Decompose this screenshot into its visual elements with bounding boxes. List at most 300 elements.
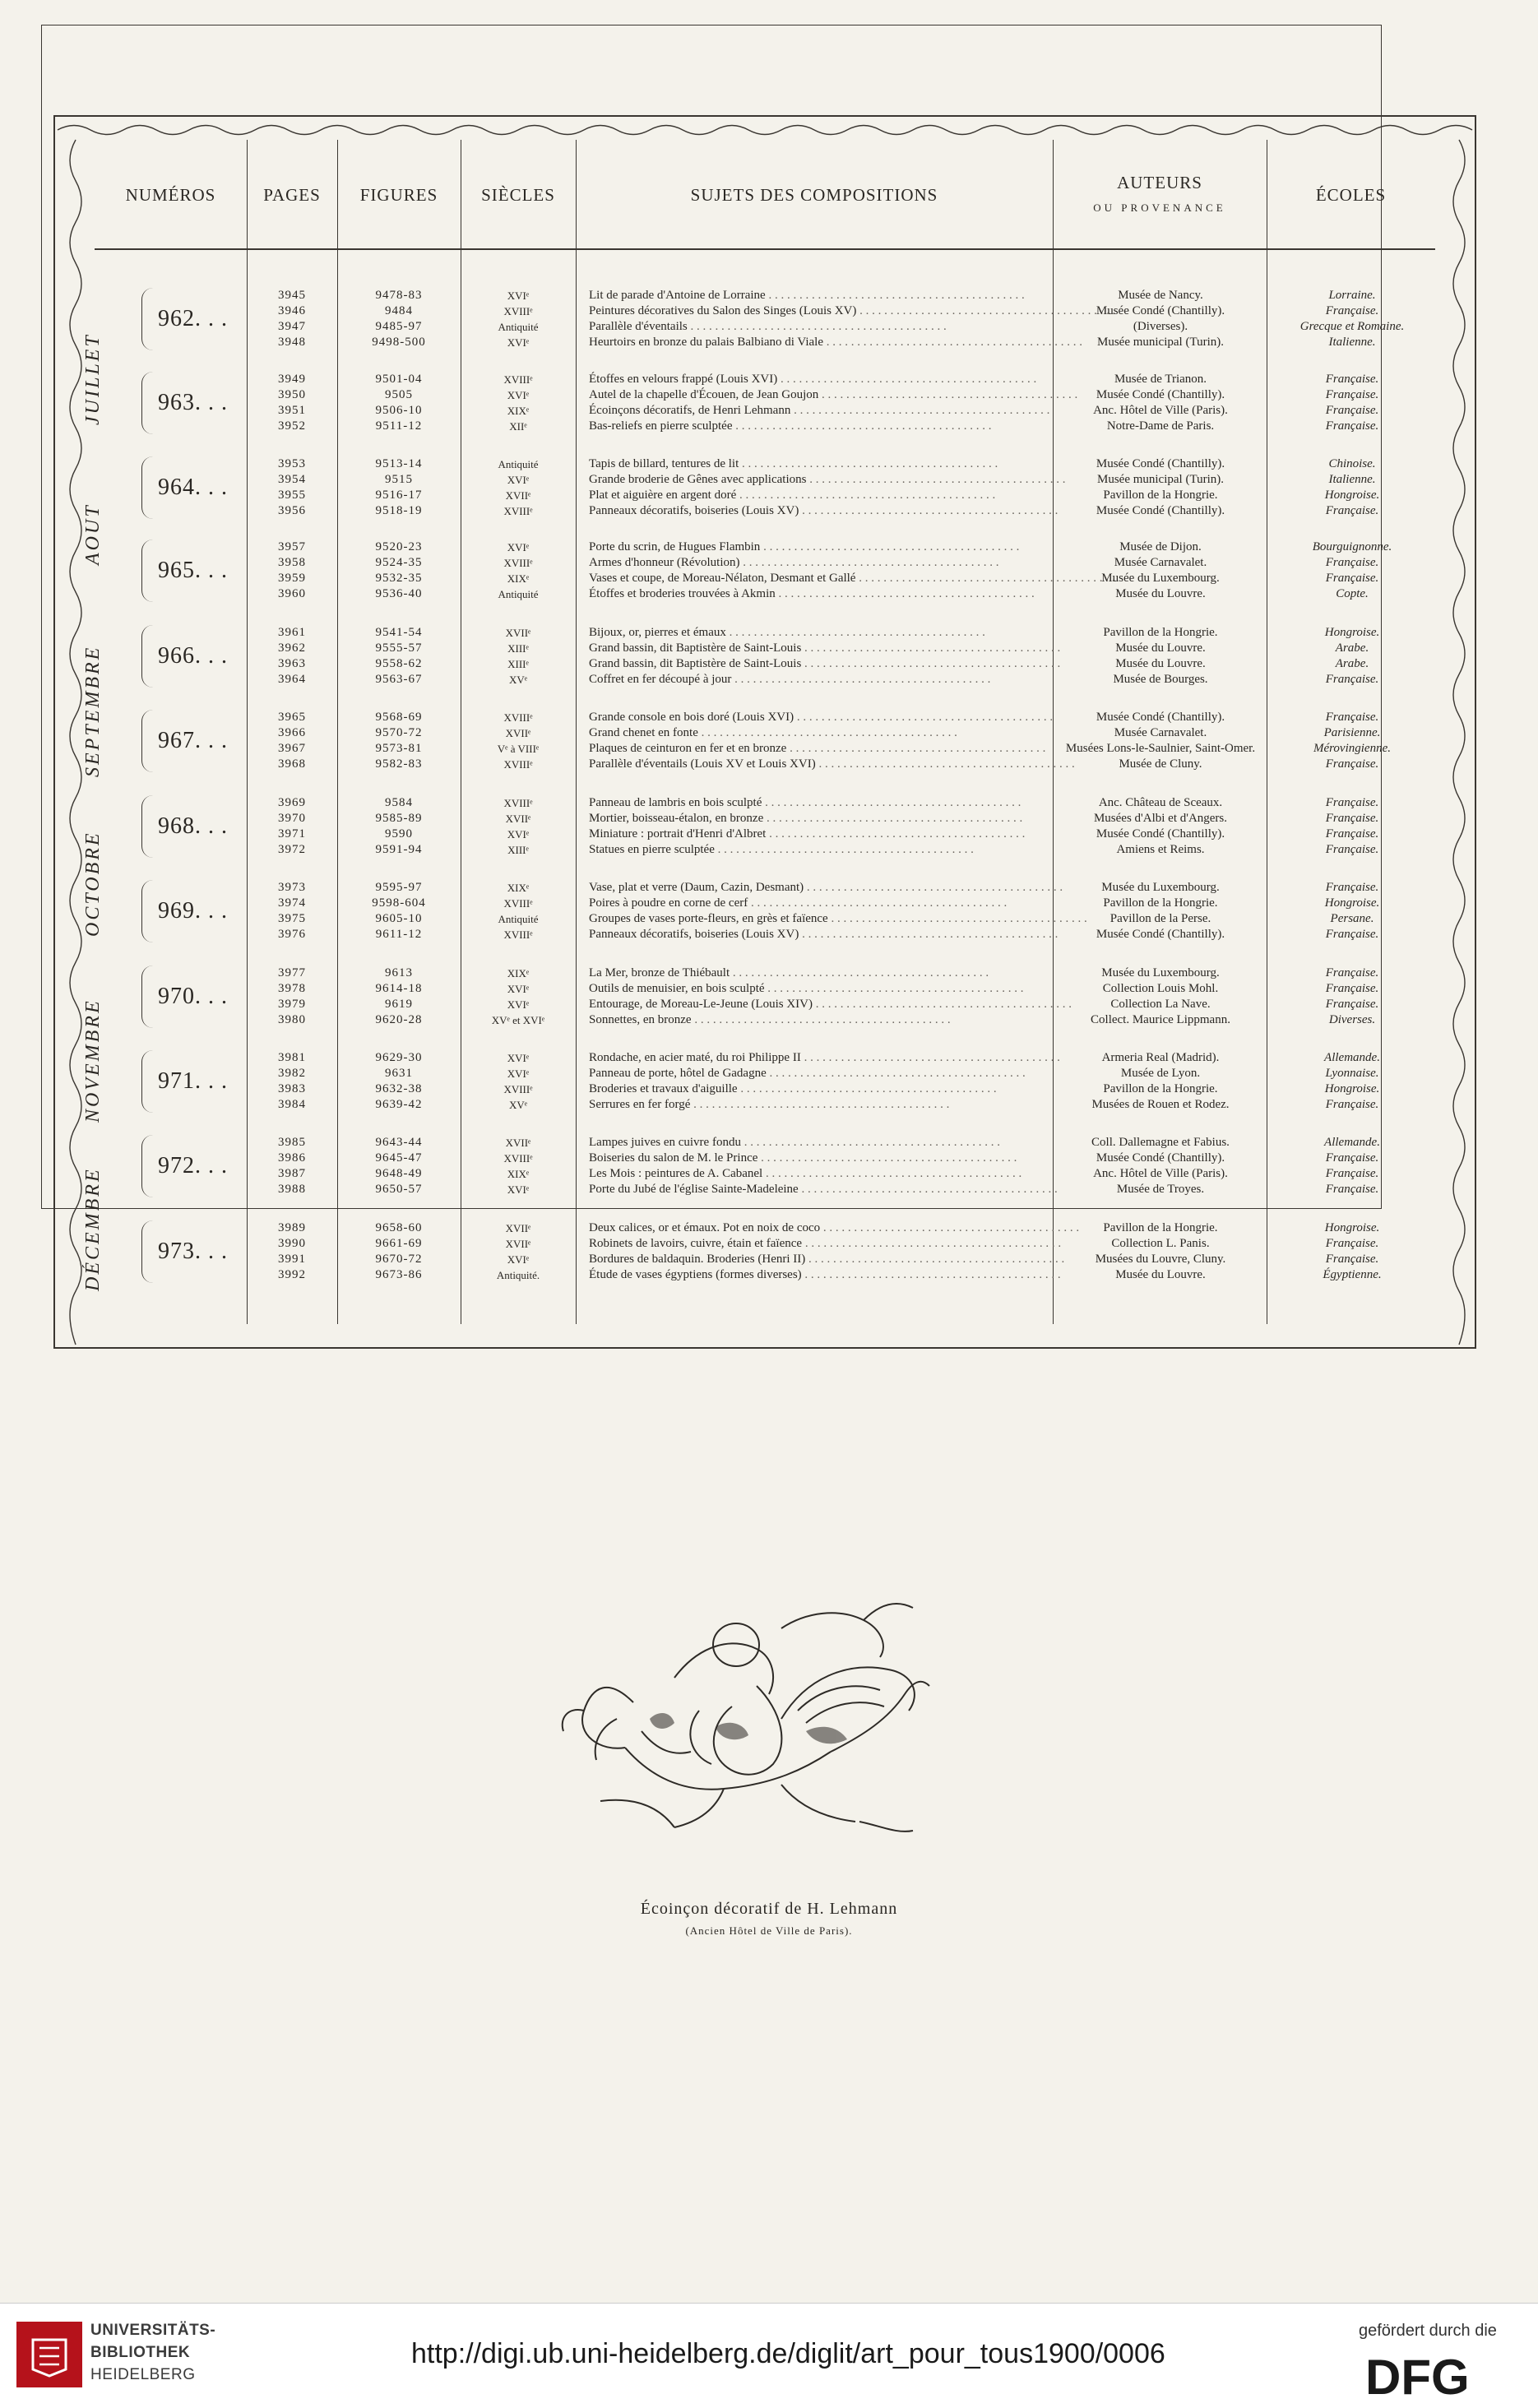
cell-siecle: XVIIIᵉ <box>503 505 533 517</box>
cell-figures: 9639-42 <box>375 1098 423 1111</box>
cell-sujet-text: Les Mois : peintures de A. Cabanel <box>589 1167 763 1180</box>
cell-sujet-text: Lampes juives en cuivre fondu <box>589 1136 741 1149</box>
month-label: AOUT <box>82 503 104 566</box>
library-name-line3: HEIDELBERG <box>90 2366 196 2383</box>
cell-siecle: Antiquité. <box>496 1269 540 1281</box>
cell-ecole: Grecque et Romaine. <box>1299 320 1405 333</box>
header-rule <box>247 248 1435 250</box>
table-row <box>0 503 1538 519</box>
cell-auteur: Pavillon de la Perse. <box>1109 912 1211 925</box>
cell-siecle: XVIᵉ <box>507 1052 530 1064</box>
cell-auteur: Musée de Troyes. <box>1116 1183 1205 1196</box>
leader-dots: . . . . . . . . . . . . . . . . . . . . . . . . . . . . . . . . . . . . . . . . . . <box>805 1253 1065 1266</box>
cell-figures: 9658-60 <box>375 1221 423 1234</box>
cell-auteur: Musée Condé (Chantilly). <box>1096 711 1225 724</box>
cell-figures: 9670-72 <box>375 1253 423 1266</box>
table-row <box>0 656 1538 672</box>
cell-page: 3963 <box>278 657 306 670</box>
table-row <box>0 571 1538 586</box>
cell-auteur: Musée du Luxembourg. <box>1101 572 1220 585</box>
leader-dots: . . . . . . . . . . . . . . . . . . . . . . . . . . . . . . . . . . . . . . . . . . <box>748 896 1008 910</box>
university-seal-icon <box>16 2322 82 2387</box>
cell-page: 3951 <box>278 404 306 417</box>
cell-page: 3953 <box>278 457 306 470</box>
group-number: 973. . . <box>158 1239 228 1264</box>
table-row <box>0 842 1538 858</box>
cell-page: 3955 <box>278 489 306 502</box>
table-row <box>0 555 1538 571</box>
cell-figures: 9643-44 <box>375 1136 423 1149</box>
cell-auteur: Musée Condé (Chantilly). <box>1096 928 1225 941</box>
cell-sujet <box>589 555 1054 571</box>
cell-sujet <box>589 503 1059 519</box>
header-ecoles: ÉCOLES <box>1315 185 1387 205</box>
cell-figures: 9513-14 <box>375 457 423 470</box>
leader-dots: . . . . . . . . . . . . . . . . . . . . . . . . . . . . . . . . . . . . . . . . . . <box>762 1167 1022 1180</box>
cell-siecle: XIXᵉ <box>507 1168 530 1180</box>
library-name-line2: BIBLIOTHEK <box>90 2344 191 2361</box>
cell-sujet <box>589 757 1075 772</box>
leader-dots: . . . . . . . . . . . . . . . . . . . . . . . . . . . . . . . . . . . . . . . . . . <box>815 757 1075 771</box>
cell-page: 3969 <box>278 796 306 809</box>
cell-auteur: Anc. Hôtel de Ville (Paris). <box>1093 1167 1228 1180</box>
cell-page: 3980 <box>278 1013 306 1026</box>
cell-sujet-text: Grande broderie de Gênes avec applications <box>589 473 807 486</box>
cell-sujet-text: Vase, plat et verre (Daum, Cazin, Desmant) <box>589 881 804 894</box>
cell-auteur: Anc. Château de Sceaux. <box>1098 796 1223 809</box>
cell-figures: 9585-89 <box>375 812 423 825</box>
cell-ecole: Allemande. <box>1324 1136 1380 1149</box>
cell-siecle: XVIᵉ <box>507 541 530 553</box>
cell-sujet-text: Panneau de lambris en bois sculpté <box>589 796 762 809</box>
cell-page: 3971 <box>278 827 306 840</box>
cell-siecle: XVIᵉ <box>507 474 530 486</box>
cell-ecole: Arabe. <box>1335 657 1369 670</box>
cell-figures: 9598-604 <box>372 896 426 910</box>
table-row <box>0 795 1538 811</box>
cell-auteur: Musée Condé (Chantilly). <box>1096 304 1225 317</box>
leader-dots: . . . . . . . . . . . . . . . . . . . . . . . . . . . . . . . . . . . . . . . . . . <box>730 966 989 979</box>
cell-auteur: Collect. Maurice Lippmann. <box>1091 1013 1230 1026</box>
cell-sujet <box>589 1050 1060 1066</box>
cell-page: 3978 <box>278 982 306 995</box>
cell-ecole: Persane. <box>1330 912 1374 925</box>
cell-siecle: XVIIIᵉ <box>503 305 533 317</box>
cell-ecole: Allemande. <box>1324 1051 1380 1064</box>
illustration-caption: Écoinçon décoratif de H. Lehmann <box>640 1900 898 1918</box>
cell-auteur: Pavillon de la Hongrie. <box>1103 626 1218 639</box>
header-numeros: NUMÉROS <box>125 185 216 205</box>
cell-ecole: Bourguignonne. <box>1312 540 1392 553</box>
cell-siecle: XVIIᵉ <box>505 1137 531 1149</box>
table-row <box>0 981 1538 997</box>
cell-figures: 9629-30 <box>375 1051 423 1064</box>
cell-page: 3968 <box>278 757 306 771</box>
group-number: 965. . . <box>158 558 228 583</box>
cell-auteur: Musées du Louvre, Cluny. <box>1095 1253 1226 1266</box>
leader-dots: . . . . . . . . . . . . . . . . . . . . . . . . . . . . . . . . . . . . . . . . . . <box>800 1051 1060 1064</box>
cell-sujet-text: Coffret en fer découpé à jour <box>589 673 732 686</box>
cell-siecle: XIXᵉ <box>507 882 530 894</box>
header-provenance: OU PROVENANCE <box>1093 201 1226 214</box>
cell-sujet-text: Statues en pierre sculptée <box>589 843 715 856</box>
cell-sujet-text: Miniature : portrait d'Henri d'Albret <box>589 827 767 840</box>
cell-page: 3961 <box>278 626 306 639</box>
cell-sujet <box>589 656 1061 672</box>
cell-ecole: Égyptienne. <box>1323 1268 1382 1281</box>
table-row <box>0 625 1538 641</box>
cell-siecle: Antiquité <box>498 458 539 470</box>
dfg-logo-text: DFG <box>1365 2350 1470 2405</box>
cell-figures: 9555-57 <box>375 641 423 655</box>
cell-sujet-text: Panneaux décoratifs, boiseries (Louis XV) <box>589 928 799 941</box>
table-row <box>0 741 1538 757</box>
leader-dots: . . . . . . . . . . . . . . . . . . . . . . . . . . . . . . . . . . . . . . . . . . <box>801 641 1061 655</box>
cell-auteur: Musée de Bourges. <box>1113 673 1208 686</box>
cell-ecole: Italienne. <box>1328 473 1376 486</box>
table-row <box>0 456 1538 472</box>
leader-dots: . . . . . . . . . . . . . . . . . . . . . . . . . . . . . . . . . . . . . . . . . . <box>786 742 1046 755</box>
cell-sujet <box>589 1182 1058 1197</box>
cell-page: 3967 <box>278 742 306 755</box>
cell-siecle: XVIIIᵉ <box>503 1083 533 1095</box>
cell-ecole: Française. <box>1325 812 1379 825</box>
cell-auteur: Musée de Lyon. <box>1120 1067 1201 1080</box>
cell-siecle: XVIIᵉ <box>505 1222 531 1234</box>
cell-auteur: Musées de Rouen et Rodez. <box>1091 1098 1230 1111</box>
cell-sujet <box>589 997 1072 1012</box>
cell-figures: 9505 <box>385 388 413 401</box>
cell-sujet-text: Armes d'honneur (Révolution) <box>589 556 740 569</box>
cell-ecole: Française. <box>1325 556 1379 569</box>
cell-auteur: Notre-Dame de Paris. <box>1106 419 1215 433</box>
cell-page: 3972 <box>278 843 306 856</box>
cell-sujet <box>589 1252 1065 1267</box>
cell-sujet-text: Heurtoirs en bronze du palais Balbiano di Viale <box>589 336 823 349</box>
cell-ecole: Française. <box>1325 843 1379 856</box>
cell-siecle: XVIᵉ <box>507 998 530 1011</box>
cell-ecole: Hongroise. <box>1324 1221 1380 1234</box>
cell-page: 3988 <box>278 1183 306 1196</box>
cell-figures: 9645-47 <box>375 1151 423 1165</box>
leader-dots: . . . . . . . . . . . . . . . . . . . . . . . . . . . . . . . . . . . . . . . . . . <box>764 982 1024 995</box>
table-row <box>0 1081 1538 1097</box>
cell-page: 3977 <box>278 966 306 979</box>
cell-sujet-text: Bas-reliefs en pierre sculptée <box>589 419 733 433</box>
leader-dots: . . . . . . . . . . . . . . . . . . . . . . . . . . . . . . . . . . . . . . . . . . <box>775 587 1035 600</box>
cell-sujet <box>589 827 1054 842</box>
table-row <box>0 641 1538 656</box>
illustration-caption-source: (Ancien Hôtel de Ville de Paris). <box>685 1924 853 1937</box>
cell-ecole: Française. <box>1325 881 1379 894</box>
cell-figures: 9524-35 <box>375 556 423 569</box>
group-number: 967. . . <box>158 728 228 753</box>
cell-figures: 9590 <box>385 827 413 840</box>
cell-ecole: Arabe. <box>1335 641 1369 655</box>
cell-siecle: XVIᵉ <box>507 828 530 840</box>
cell-page: 3949 <box>278 373 306 386</box>
table-row <box>0 1166 1538 1182</box>
cell-sujet <box>589 625 1054 641</box>
cell-sujet-text: Tapis de billard, tentures de lit <box>589 457 739 470</box>
cell-ecole: Française. <box>1325 796 1379 809</box>
table-row <box>0 335 1538 350</box>
cell-auteur: Musée du Louvre. <box>1115 587 1206 600</box>
cell-auteur: Anc. Hôtel de Ville (Paris). <box>1093 404 1228 417</box>
cell-figures: 9541-54 <box>375 626 423 639</box>
cell-ecole: Hongroise. <box>1324 1082 1380 1095</box>
cell-auteur: Musée du Louvre. <box>1115 641 1206 655</box>
cell-figures: 9506-10 <box>375 404 423 417</box>
cell-sujet-text: La Mer, bronze de Thiébault <box>589 966 730 979</box>
cell-ecole: Française. <box>1325 1167 1379 1180</box>
cell-figures: 9631 <box>385 1067 413 1080</box>
leader-dots: . . . . . . . . . . . . . . . . . . . . . . . . . . . . . . . . . . . . . . . . . . <box>740 1136 1000 1149</box>
cell-auteur: Collection L. Panis. <box>1111 1237 1210 1250</box>
table-row <box>0 1066 1538 1081</box>
cell-auteur: Coll. Dallemagne et Fabius. <box>1091 1136 1230 1149</box>
cell-sujet <box>589 1166 1054 1182</box>
table-row <box>0 1012 1538 1028</box>
cell-ecole: Copte. <box>1336 587 1369 600</box>
cell-figures: 9478-83 <box>375 289 423 302</box>
cell-sujet <box>589 335 1082 350</box>
cell-ecole: Hongroise. <box>1324 896 1380 910</box>
leader-dots: . . . . . . . . . . . . . . . . . . . . . . . . . . . . . . . . . . . . . . . . . . <box>697 726 957 739</box>
cell-sujet-text: Peintures décoratives du Salon des Singes (Louis XV) <box>589 304 857 317</box>
cell-page: 3960 <box>278 587 306 600</box>
table-row <box>0 1236 1538 1252</box>
cell-ecole: Française. <box>1325 928 1379 941</box>
leader-dots: . . . . . . . . . . . . . . . . . . . . . . . . . . . . . . . . . . . . . . . . . . <box>725 626 985 639</box>
cell-sujet <box>589 795 1054 811</box>
cell-auteur: Collection Louis Mohl. <box>1102 982 1219 995</box>
cell-auteur: (Diverses). <box>1133 320 1188 333</box>
cell-sujet <box>589 710 1054 725</box>
leader-dots: . . . . . . . . . . . . . . . . . . . . . . . . . . . . . . . . . . . . . . . . . . <box>856 304 1116 317</box>
table-row <box>0 757 1538 772</box>
leader-dots: . . . . . . . . . . . . . . . . . . . . . . . . . . . . . . . . . . . . . . . . . . <box>731 673 991 686</box>
cell-siecle: XVIIᵉ <box>505 813 531 825</box>
cell-siecle: XVIIᵉ <box>505 1238 531 1250</box>
cell-figures: 9620-28 <box>375 1013 423 1026</box>
cell-sujet <box>589 1097 1054 1113</box>
table-header <box>95 140 1435 251</box>
cell-page: 3982 <box>278 1067 306 1080</box>
cell-sujet <box>589 811 1054 827</box>
cell-ecole: Française. <box>1325 388 1379 401</box>
cell-auteur: Musée de Trianon. <box>1114 373 1207 386</box>
cell-figures: 9584 <box>385 796 413 809</box>
leader-dots: . . . . . . . . . . . . . . . . . . . . . . . . . . . . . . . . . . . . . . . . . . <box>691 1013 951 1026</box>
table-row <box>0 472 1538 488</box>
cell-sujet <box>589 842 1054 858</box>
cell-sujet-text: Parallèle d'éventails (Louis XV et Louis XVI) <box>589 757 816 771</box>
cell-ecole: Française. <box>1325 572 1379 585</box>
cell-sujet-text: Broderies et travaux d'aiguille <box>589 1082 738 1095</box>
cell-sujet <box>589 456 1054 472</box>
cell-page: 3959 <box>278 572 306 585</box>
cell-auteur: Musée Condé (Chantilly). <box>1096 1151 1225 1165</box>
cell-page: 3970 <box>278 812 306 825</box>
cell-sujet-text: Porte du scrin, de Hugues Flambin <box>589 540 761 553</box>
cell-sujet-text: Écoinçons décoratifs, de Henri Lehmann <box>589 404 791 417</box>
table-row <box>0 1151 1538 1166</box>
leader-dots: . . . . . . . . . . . . . . . . . . . . . . . . . . . . . . . . . . . . . . . . . . <box>855 572 1115 585</box>
cell-sujet <box>589 725 1054 741</box>
group-number: 969. . . <box>158 898 228 924</box>
table-row <box>0 1135 1538 1151</box>
cell-page: 3985 <box>278 1136 306 1149</box>
cell-sujet-text: Panneaux décoratifs, boiseries (Louis XV) <box>589 504 799 517</box>
cell-sujet-text: Étoffes en velours frappé (Louis XVI) <box>589 373 778 386</box>
cell-siecle: XIIᵉ <box>509 420 527 433</box>
cell-siecle: XVIIᵉ <box>505 627 531 639</box>
cell-ecole: Lyonnaise. <box>1325 1067 1379 1080</box>
cell-page: 3987 <box>278 1167 306 1180</box>
table-row <box>0 372 1538 387</box>
group-number: 970. . . <box>158 984 228 1009</box>
leader-dots: . . . . . . . . . . . . . . . . . . . . . . . . . . . . . . . . . . . . . . . . . . <box>812 998 1072 1011</box>
cell-siecle: XVIIIᵉ <box>503 373 533 386</box>
cell-sujet <box>589 571 1115 586</box>
cell-sujet-text: Groupes de vases porte-fleurs, en grès et faïence <box>589 912 828 925</box>
group-number: 971. . . <box>158 1068 228 1094</box>
cell-siecle: XVIIIᵉ <box>503 711 533 724</box>
cell-ecole: Française. <box>1325 304 1379 317</box>
cell-ecole: Mérovingienne. <box>1313 742 1391 755</box>
cell-auteur: Musée du Louvre. <box>1115 657 1206 670</box>
cell-sujet <box>589 911 1087 927</box>
leader-dots: . . . . . . . . . . . . . . . . . . . . . . . . . . . . . . . . . . . . . . . . . . <box>739 556 999 569</box>
cell-page: 3957 <box>278 540 306 553</box>
cell-page: 3986 <box>278 1151 306 1165</box>
cell-ecole: Française. <box>1325 982 1379 995</box>
cell-sujet <box>589 981 1054 997</box>
cell-sujet <box>589 303 1116 319</box>
cell-page: 3945 <box>278 289 306 302</box>
leader-dots: . . . . . . . . . . . . . . . . . . . . . . . . . . . . . . . . . . . . . . . . . . <box>762 796 1021 809</box>
leader-dots: . . . . . . . . . . . . . . . . . . . . . . . . . . . . . . . . . . . . . . . . . . <box>794 711 1054 724</box>
cell-figures: 9515 <box>385 473 413 486</box>
leader-dots: . . . . . . . . . . . . . . . . . . . . . . . . . . . . . . . . . . . . . . . . . . <box>760 540 1020 553</box>
cell-page: 3966 <box>278 726 306 739</box>
leader-dots: . . . . . . . . . . . . . . . . . . . . . . . . . . . . . . . . . . . . . . . . . . <box>818 388 1078 401</box>
cell-sujet-text: Grand bassin, dit Baptistère de Saint-Louis <box>589 641 802 655</box>
month-label: SEPTEMBRE <box>82 645 104 778</box>
cell-ecole: Hongroise. <box>1324 626 1380 639</box>
cell-page: 3954 <box>278 473 306 486</box>
cell-page: 3991 <box>278 1253 306 1266</box>
cell-sujet <box>589 641 1061 656</box>
cell-auteur: Pavillon de la Hongrie. <box>1103 489 1218 502</box>
cell-page: 3956 <box>278 504 306 517</box>
cell-auteur: Musée Condé (Chantilly). <box>1096 504 1225 517</box>
header-sujets: SUJETS DES COMPOSITIONS <box>690 185 938 205</box>
cell-siecle: Vᵉ à VIIIᵉ <box>497 743 540 755</box>
cell-sujet-text: Bijoux, or, pierres et émaux <box>589 626 726 639</box>
cell-sujet <box>589 419 1054 434</box>
cell-sujet <box>589 387 1078 403</box>
cell-figures: 9484 <box>385 304 413 317</box>
cell-sujet <box>589 586 1054 602</box>
cell-sujet-text: Plaques de ceinturon en fer et en bronze <box>589 742 787 755</box>
table-row <box>0 811 1538 827</box>
cell-figures: 9570-72 <box>375 726 423 739</box>
cell-sujet-text: Boiseries du salon de M. le Prince <box>589 1151 758 1165</box>
cell-sujet-text: Sonnettes, en bronze <box>589 1013 692 1026</box>
leader-dots: . . . . . . . . . . . . . . . . . . . . . . . . . . . . . . . . . . . . . . . . . . <box>802 1237 1062 1250</box>
cell-siecle: Antiquité <box>498 913 539 925</box>
cell-figures: 9573-81 <box>375 742 423 755</box>
leader-dots: . . . . . . . . . . . . . . . . . . . . . . . . . . . . . . . . . . . . . . . . . . <box>799 928 1059 941</box>
leader-dots: . . . . . . . . . . . . . . . . . . . . . . . . . . . . . . . . . . . . . . . . . . <box>757 1151 1017 1165</box>
leader-dots: . . . . . . . . . . . . . . . . . . . . . . . . . . . . . . . . . . . . . . . . . . <box>806 473 1066 486</box>
cell-sujet-text: Rondache, en acier maté, du roi Philippe II <box>589 1051 801 1064</box>
cell-ecole: Française. <box>1325 404 1379 417</box>
cell-ecole: Française. <box>1325 1237 1379 1250</box>
cell-page: 3974 <box>278 896 306 910</box>
cell-ecole: Italienne. <box>1328 336 1376 349</box>
cell-ecole: Française. <box>1325 998 1379 1011</box>
cell-sujet-text: Étoffes et broderies trouvées à Akmin <box>589 587 776 600</box>
cell-figures: 9563-67 <box>375 673 423 686</box>
leader-dots: . . . . . . . . . . . . . . . . . . . . . . . . . . . . . . . . . . . . . . . . . . <box>790 404 1050 417</box>
leader-dots: . . . . . . . . . . . . . . . . . . . . . . . . . . . . . . . . . . . . . . . . . . <box>799 504 1059 517</box>
cell-siecle: XVIᵉ <box>507 1253 530 1266</box>
cell-page: 3964 <box>278 673 306 686</box>
cell-sujet <box>589 1267 1061 1283</box>
cell-siecle: XVIIIᵉ <box>503 897 533 910</box>
cell-auteur: Musée Condé (Chantilly). <box>1096 457 1225 470</box>
cell-siecle: XIIIᵉ <box>507 844 529 856</box>
cell-siecle: Antiquité <box>498 321 539 333</box>
cell-ecole: Française. <box>1325 966 1379 979</box>
permalink-url[interactable]: http://digi.ub.uni-heidelberg.de/diglit/art_pour_tous1900/0006 <box>411 2338 1165 2369</box>
cell-figures: 9532-35 <box>375 572 423 585</box>
cell-figures: 9614-18 <box>375 982 423 995</box>
cell-ecole: Française. <box>1325 504 1379 517</box>
cell-siecle: XVIIᵉ <box>505 489 531 502</box>
dfg-logo <box>1365 2350 1522 2405</box>
cell-ecole: Lorraine. <box>1328 289 1376 302</box>
cell-figures: 9611-12 <box>375 928 423 941</box>
cell-sujet <box>589 966 1054 981</box>
cell-ecole: Française. <box>1325 1098 1379 1111</box>
cell-figures: 9595-97 <box>375 881 423 894</box>
cell-auteur: Musée de Nancy. <box>1118 289 1203 302</box>
leader-dots: . . . . . . . . . . . . . . . . . . . . . . . . . . . . . . . . . . . . . . . . . . <box>766 1067 1026 1080</box>
cell-figures: 9648-49 <box>375 1167 423 1180</box>
cell-sujet <box>589 896 1054 911</box>
cell-figures: 9568-69 <box>375 711 423 724</box>
cell-figures: 9485-97 <box>375 320 423 333</box>
cell-sujet <box>589 1236 1062 1252</box>
table-row <box>0 672 1538 688</box>
cell-sujet-text: Mortier, boisseau-étalon, en bronze <box>589 812 764 825</box>
cell-page: 3990 <box>278 1237 306 1250</box>
table-row <box>0 997 1538 1012</box>
cell-ecole: Parisienne. <box>1323 726 1381 739</box>
cell-auteur: Musée du Louvre. <box>1115 1268 1206 1281</box>
header-auteurs-label: AUTEURS <box>1117 173 1202 192</box>
cell-auteur: Musée municipal (Turin). <box>1096 336 1224 349</box>
cell-siecle: XVIᵉ <box>507 1183 530 1196</box>
cell-sujet-text: Bordures de baldaquin. Broderies (Henri II) <box>589 1253 806 1266</box>
cell-sujet <box>589 1066 1054 1081</box>
cell-sujet <box>589 1220 1080 1236</box>
cell-sujet <box>589 403 1054 419</box>
